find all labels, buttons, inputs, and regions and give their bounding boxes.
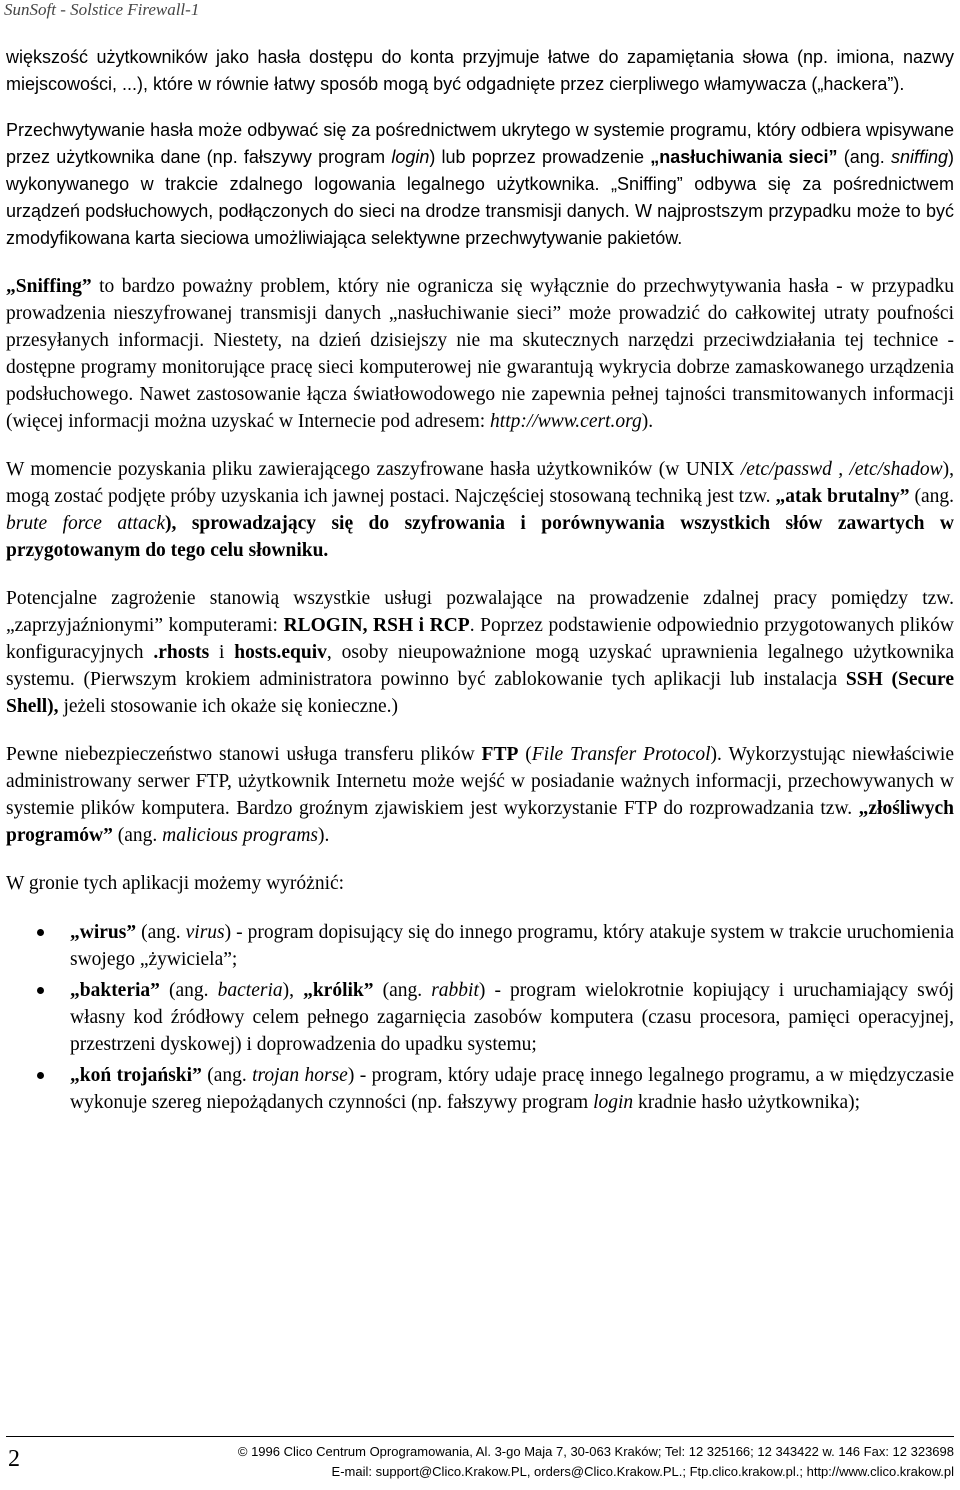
passwd-files: /etc/passwd , /etc/shadow [740,459,943,480]
bullet-icon [37,929,44,936]
document-header: SunSoft - Solstice Firewall-1 [4,0,200,19]
ssh-term: SSH (Secure Shell), [6,669,954,717]
footer-company-line: © 1996 Clico Centrum Oprogramowania, Al. 3-go Maja 7, 30-063 Kraków; Tel: 12 325166; 12 343422 w. 146 Fax: 12 323698 [237,1444,954,1459]
paragraph-interception: Przechwytywanie hasła może odbywać się za pośrednictwem ukrytego w systemie programu, który odbiera wpisywane przez użytkownika dane (np. fałszywy program login) lub poprzez prowadzenie „nasłuchiwania sieci” (ang. sniffing) wykonywanego w trakcie zdalnego logowania legalnego użytkownika. „Sniffing” odbywa się za pośrednictwem urządzeń podsłuchowych, podłączonych do sieci na drodze transmisji danych. W najprostszym przypadku może to być zmodyfikowana karta sieciowa umożliwiająca selektywne przechwytywanie pakietów. [6,120,955,248]
rlogin-term: RLOGIN, RSH i RCP [283,615,470,636]
malicious-programs-term: „złośliwych programów” [6,798,954,846]
cert-link[interactable]: http://www.cert.org [490,411,642,432]
paragraph-ftp: Pewne niebezpieczeństwo stanowi usługa transferu plików FTP (File Transfer Protocol). Wykorzystując niewłaściwie administrowany serwer FTP, użytkownik Internetu może wejść w posiadanie ważnych informacji, przechowywanych w systemie plików komputera. Bardzo groźnym zjawiskiem jest wykorzystanie FTP do rozprowadzania tzw. „złośliwych programów” (ang. malicious programs). [6,744,954,846]
network-listening-term: „nasłuchiwania sieci” [650,147,838,167]
login-term: login [391,147,430,167]
brute-force-term: „atak brutalny” [775,486,910,507]
page-number: 2 [8,1446,20,1472]
footer-contact-line: E-mail: support@Clico.Krakow.PL, orders@Clico.Krakow.PL.; Ftp.clico.krakow.pl.; http://www.clico.krakow.pl [331,1464,954,1479]
list-item: „koń trojański” (ang. trojan horse) - program, który udaje pracę innego legalnego programu, a w międzyczasie wykonuje szereg niepożądanych czynności (np. fałszywy program login kradnie hasło użytkownika); [6,1062,954,1116]
footer-divider [6,1436,954,1437]
document-body [6,44,954,1120]
sniffing-heading-term: „Sniffing” [6,276,92,297]
malware-list [6,919,954,1116]
footer [150,1442,954,1482]
hosts-equiv-term: hosts.equiv [234,642,327,663]
brute-force-en-term: brute force attack [6,513,166,534]
bullet-icon [37,987,44,994]
paragraph-sniffing: „Sniffing” to bardzo poważny problem, który nie ogranicza się wyłącznie do przechwytywania hasła - w przypadku prowadzenia nieszyfrowanej transmisji danych „nasłuchiwanie sieci” może prowadzić do całkowitej utraty poufności przesyłanych informacji. Niestety, na dzień dzisiejszy nie ma skutecznych narzędzi przeciwdziałania tej technice - dostępne programy monitorujące pracę sieci komputerowej nie gwarantują wykrycia dobrze zamaskowanego urządzenia podsłuchowego. Nawet zastosowanie łącza światłowodowego nie zapewnia pełnej tajności transmitowanych informacji (więcej informacji można uzyskać w Internecie pod adresem: http://www.cert.org). [6,276,954,432]
paragraph-remote-services: Potencjalne zagrożenie stanowią wszystkie usługi pozwalające na prowadzenie zdalnej pracy pomiędzy tzw. „zaprzyjaźnionymi” komputerami: RLOGIN, RSH i RCP. Poprzez podstawienie odpowiednio przygotowanych plików konfiguracyjnych .rhosts i hosts.equiv, osoby nieupoważnione mogą uzyskać uprawnienia legalnego użytkownika systemu. (Pierwszym krokiem administratora powinno być zablokowanie tych aplikacji lub instalacja SSH (Secure Shell), jeżeli stosowanie ich okaże się konieczne.) [6,588,954,717]
bullet-icon [37,1072,44,1079]
paragraph-passwords: większość użytkowników jako hasła dostępu do konta przyjmuje łatwe do zapamiętania słowa (np. imiona, nazwy miejscowości, ...), które w równie łatwy sposób mogą być odgadnięte przez cierpliwego włamywacza („hackera”). [6,47,954,94]
rhosts-term: .rhosts [153,642,210,663]
paragraph-brute-force: W momencie pozyskania pliku zawierającego zaszyfrowane hasła użytkowników (w UNIX /etc/passwd , /etc/shadow), mogą zostać podjęte próby uzyskania ich jawnej postaci. Najczęściej stosowaną techniką jest tzw. „atak brutalny” (ang. brute force attack), sprowadzający się do szyfrowania i porównywania wszystkich słów zawartych w przygotowanym do tego celu słowniku. [6,459,955,561]
list-item: „bakteria” (ang. bacteria), „królik” (ang. rabbit) - program wielokrotnie kopiujący i uruchamiający swój własny kod źródłowy celem pełnego zagarnięcia zasobów komputera (czasu procesora, pamięci operacyjnej, przestrzeni dyskowej) i doprowadzenia do upadku systemu; [6,977,954,1058]
sniffing-term: sniffing [890,147,949,167]
malicious-programs-en: malicious programs [162,825,319,846]
ftp-expansion: File Transfer Protocol [531,744,711,765]
list-item: „wirus” (ang. virus) - program dopisujący się do innego programu, który atakuje system w trakcie uruchomienia swojego „żywiciela”; [6,919,954,973]
ftp-term: FTP [481,744,519,765]
paragraph-list-intro: W gronie tych aplikacji możemy wyróżnić: [6,873,345,894]
